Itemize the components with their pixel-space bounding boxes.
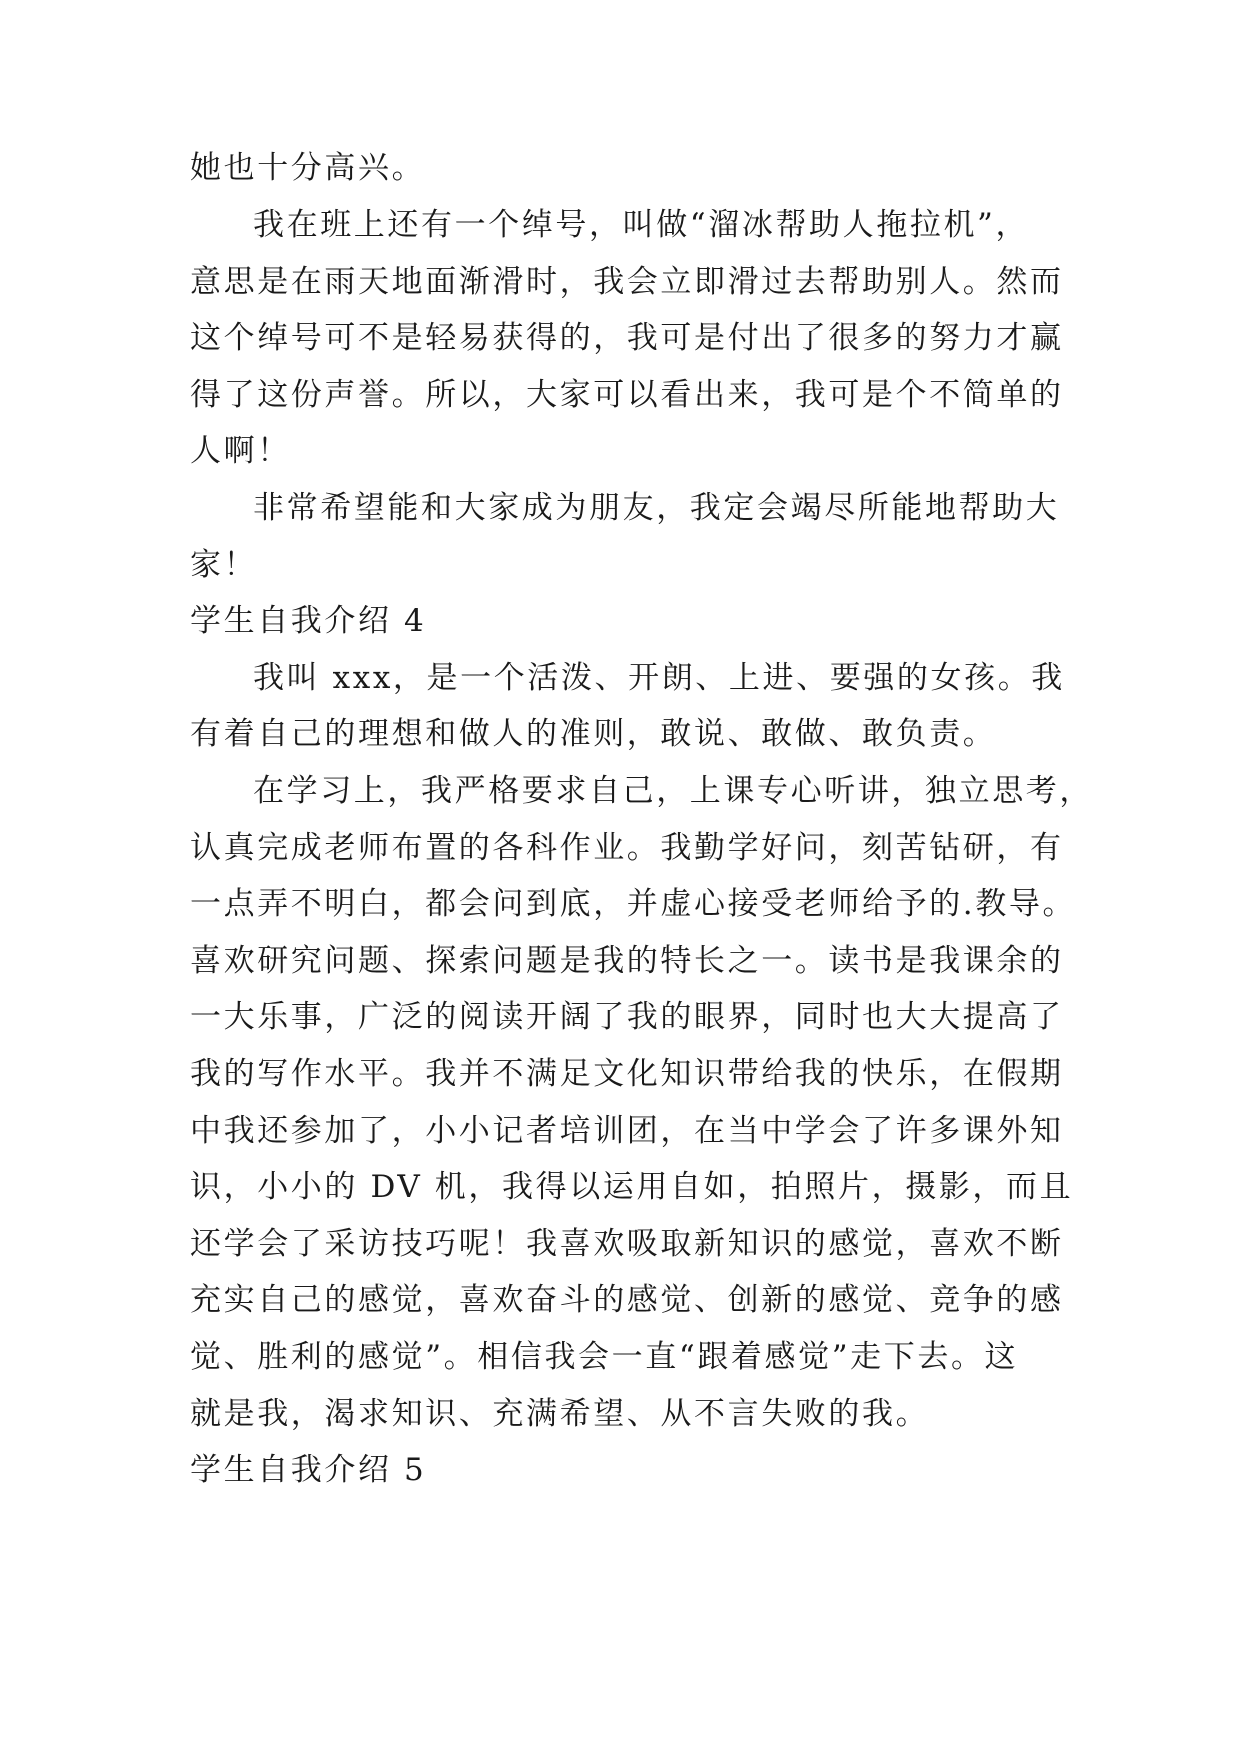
body-text-line: 认真完成老师布置的各科作业。我勤学好问，刻苦钻研，有 bbox=[190, 830, 1064, 866]
body-text-line: 得了这份声誉。所以，大家可以看出来，我可是个不简单的 bbox=[190, 377, 1064, 413]
section-heading: 学生自我介绍 4 bbox=[190, 603, 427, 639]
body-text-line: 一大乐事，广泛的阅读开阔了我的眼界，同时也大大提高了 bbox=[190, 999, 1064, 1035]
body-text-line: 中我还参加了，小小记者培训团，在当中学会了许多课外知 bbox=[190, 1113, 1064, 1149]
paragraph-first-line: 在学习上，我严格要求自己，上课专心听讲，独立思考， bbox=[253, 773, 1093, 809]
paragraph-first-line: 我叫 xxx，是一个活泼、开朗、上进、要强的女孩。我 bbox=[253, 660, 1065, 696]
body-text-line: 觉、胜利的感觉”。相信我会一直“跟着感觉”走下去。这 bbox=[190, 1339, 1019, 1375]
paragraph-first-line: 非常希望能和大家成为朋友，我定会竭尽所能地帮助大 bbox=[253, 490, 1060, 526]
body-text-line: 识，小小的 DV 机，我得以运用自如，拍照片，摄影，而且 bbox=[190, 1169, 1074, 1205]
body-text-line: 我的写作水平。我并不满足文化知识带给我的快乐，在假期 bbox=[190, 1056, 1064, 1092]
body-text-line: 她也十分高兴。 bbox=[190, 150, 426, 186]
section-heading: 学生自我介绍 5 bbox=[190, 1452, 427, 1488]
body-text-line: 充实自己的感觉，喜欢奋斗的感觉、创新的感觉、竞争的感 bbox=[190, 1282, 1064, 1318]
body-text-line: 就是我，渴求知识、充满希望、从不言失败的我。 bbox=[190, 1396, 930, 1432]
body-text-line: 意思是在雨天地面渐滑时，我会立即滑过去帮助别人。然而 bbox=[190, 264, 1064, 300]
paragraph-first-line: 我在班上还有一个绰号，叫做“溜冰帮助人拖拉机”， bbox=[253, 207, 1030, 243]
body-text-line: 喜欢研究问题、探索问题是我的特长之一。读书是我课余的 bbox=[190, 943, 1064, 979]
body-text-line: 还学会了采访技巧呢！我喜欢吸取新知识的感觉，喜欢不断 bbox=[190, 1226, 1064, 1262]
body-text-line: 人啊！ bbox=[190, 433, 291, 469]
body-text-line: 这个绰号可不是轻易获得的，我可是付出了很多的努力才赢 bbox=[190, 320, 1064, 356]
body-text-line: 有着自己的理想和做人的准则，敢说、敢做、敢负责。 bbox=[190, 716, 997, 752]
body-text-line: 家！ bbox=[190, 547, 258, 583]
body-text-line: 一点弄不明白，都会问到底，并虚心接受老师给予的.教导。 bbox=[190, 886, 1077, 922]
